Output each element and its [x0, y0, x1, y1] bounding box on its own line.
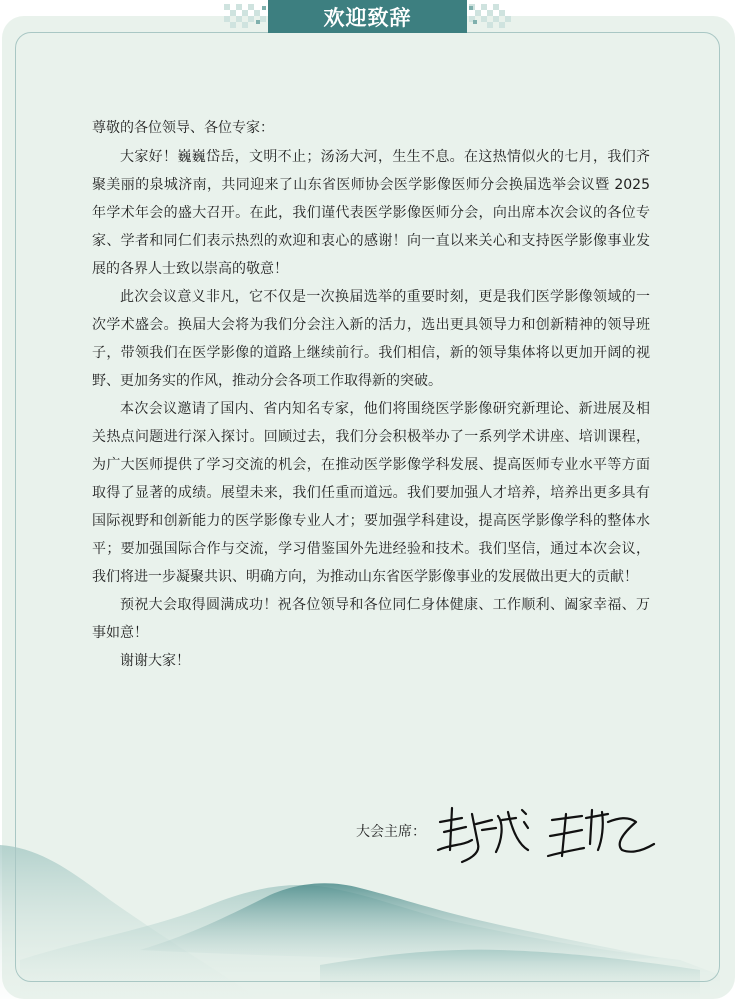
paragraph: 大家好！巍巍岱岳，文明不止；汤汤大河，生生不息。在这热情似火的七月，我们齐聚美丽的泉城济南，共同迎来了山东省医师协会医学影像医师分会换届选举会议暨 2025 年学术年会的盛大召开。在此，我们谨代表医学影像医师分会，向出席本次会议的各位专家、学者和同仁们表示热烈的欢迎和衷心的感谢！向一直以来关心和支持医学影像事业发展的各界人士致以崇高的敬意！ [92, 149, 650, 277]
handwritten-signatures [432, 800, 662, 870]
paragraph: 此次会议意义非凡，它不仅是一次换届选举的重要时刻，更是我们医学影像领域的一次学术盛会。换届大会将为我们分会注入新的活力，选出更具领导力和创新精神的领导班子，带领我们在医学影像的道路上继续前行。我们相信，新的领导集体将以更加开阔的视野、更加务实的作风，推动分会各项工作取得新的突破。 [92, 289, 650, 389]
letter-body [92, 114, 650, 675]
page-title: 欢迎致辞 [268, 0, 467, 33]
paragraph: 预祝大会取得圆满成功！祝各位领导和各位同仁身体健康、工作顺利、阖家幸福、万事如意！ [92, 597, 650, 641]
header-banner [220, 0, 515, 33]
salutation: 尊敬的各位领导、各位专家： [92, 120, 274, 136]
signature-label: 大会主席： [356, 824, 426, 840]
paragraph: 谢谢大家！ [120, 653, 190, 669]
paragraph: 本次会议邀请了国内、省内知名专家，他们将围绕医学影像研究新理论、新进展及相关热点问题进行深入探讨。回顾过去，我们分会积极举办了一系列学术讲座、培训课程，为广大医师提供了学习交流的机会，在推动医学影像学科发展、提高医师专业水平等方面取得了显著的成绩。展望未来，我们任重而道远。我们要加强人才培养，培养出更多具有国际视野和创新能力的医学影像专业人才；要加强学科建设，提高医学影像学科的整体水平；要加强国际合作与交流，学习借鉴国外先进经验和技术。我们坚信，通过本次会议，我们将进一步凝聚共识、明确方向，为推动山东省医学影像事业的发展做出更大的贡献！ [92, 401, 650, 585]
